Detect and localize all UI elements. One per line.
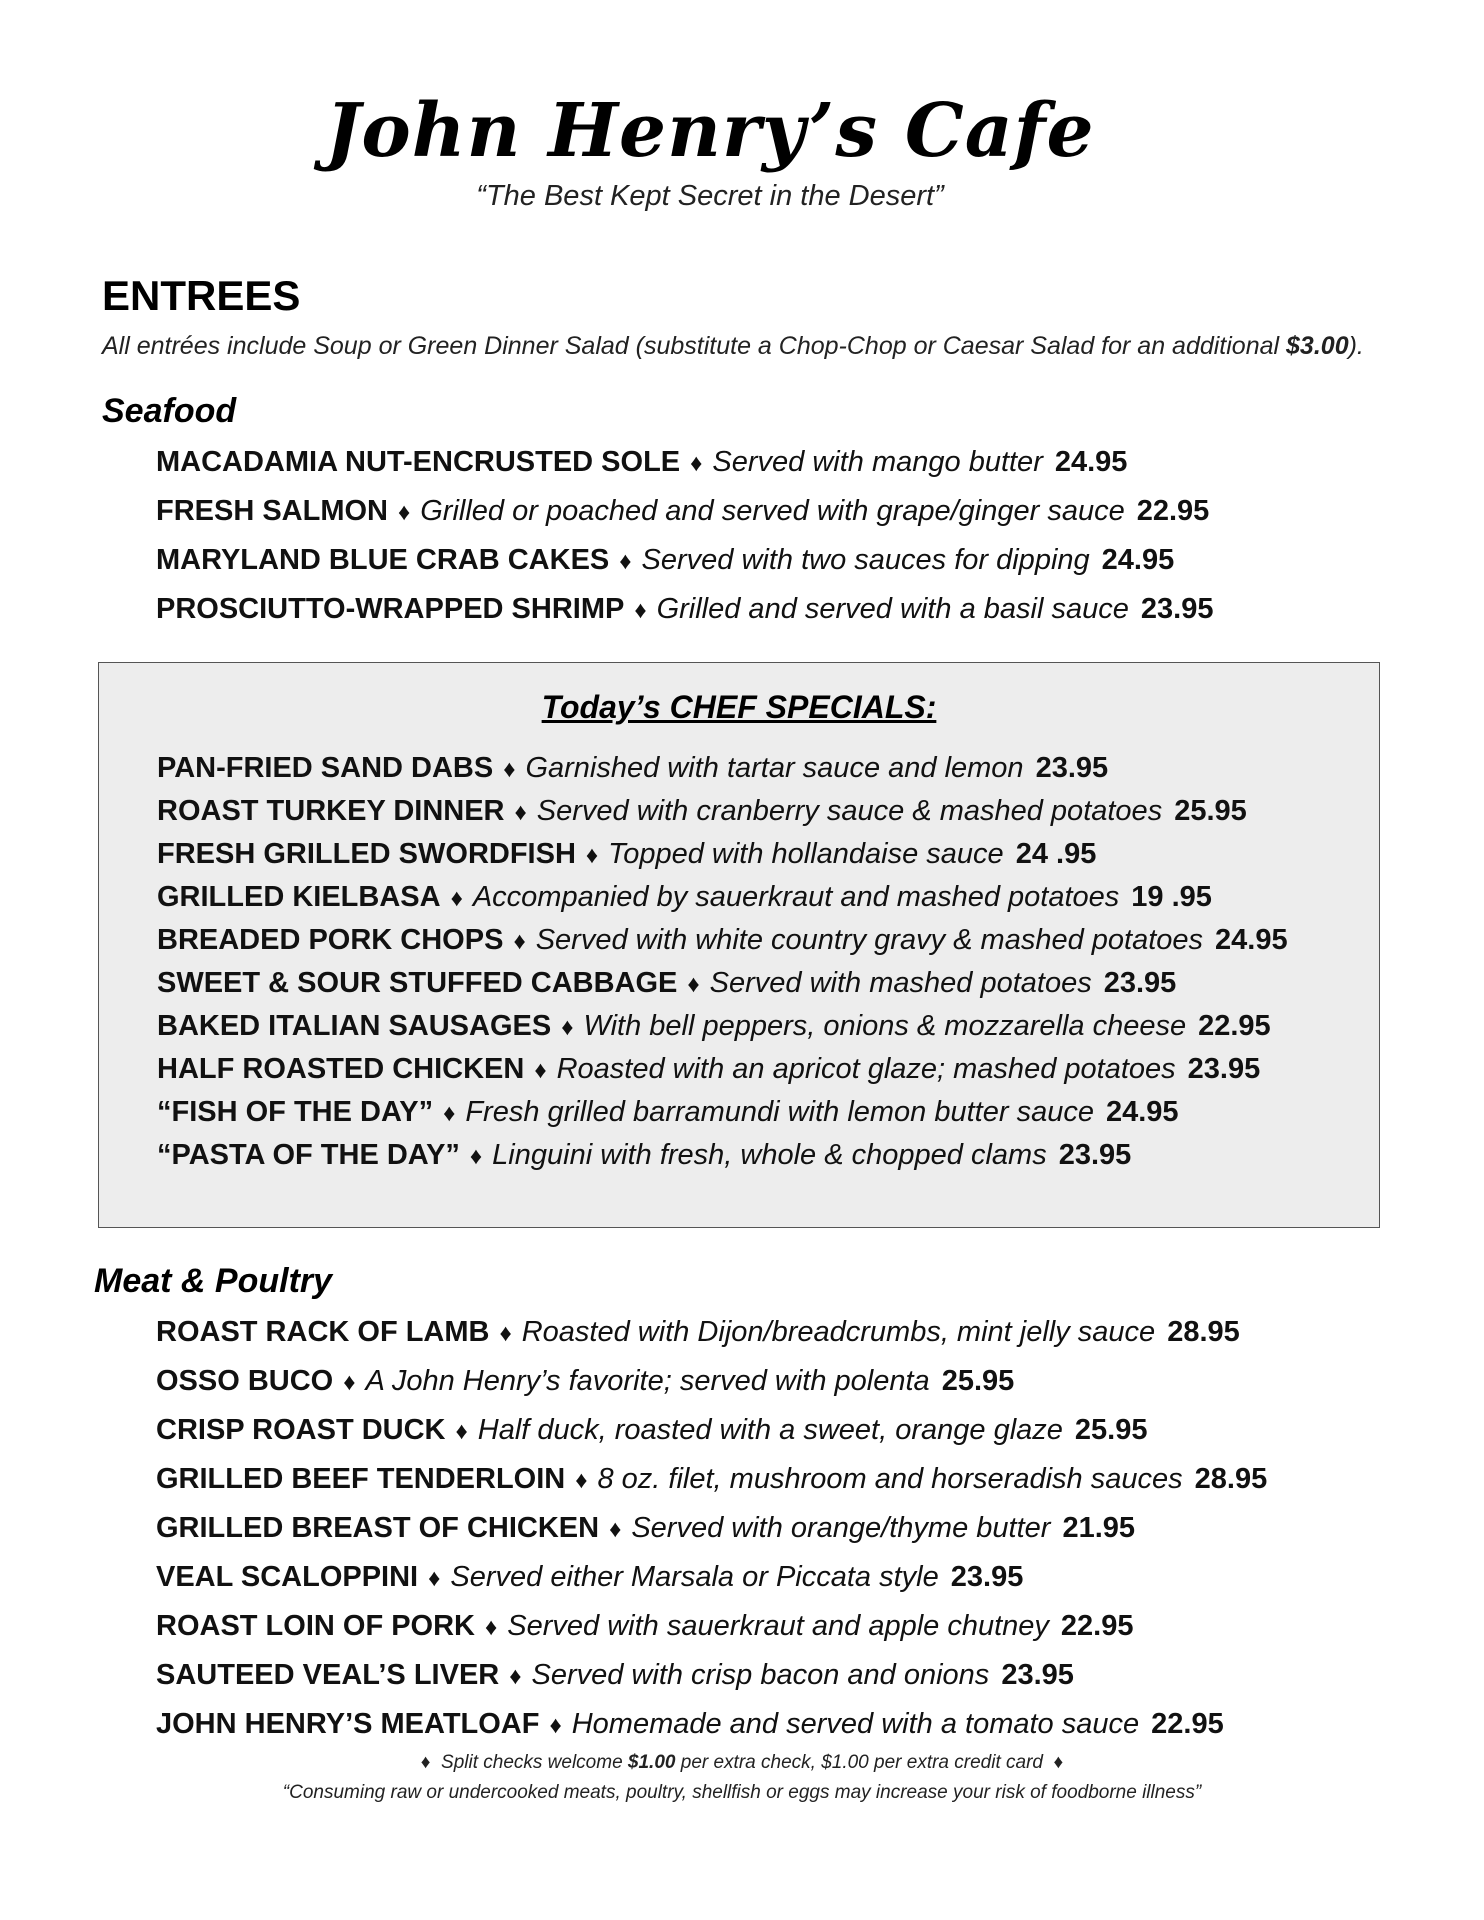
foodborne-warning: “Consuming raw or undercooked meats, poultry, shellfish or eggs may increase your risk of foodborne illness” bbox=[282, 1782, 1202, 1803]
entrees-note-price: $3.00 bbox=[1286, 332, 1349, 360]
menu-item-price: 22.95 bbox=[1060, 1610, 1134, 1642]
menu-item-price: 24.95 bbox=[1101, 544, 1175, 576]
menu-item-price: 23.95 bbox=[1103, 967, 1177, 999]
menu-item bbox=[156, 1504, 1267, 1553]
diamond-icon: ♦ bbox=[634, 597, 647, 624]
menu-item-price: 28.95 bbox=[1194, 1463, 1268, 1495]
menu-item-description: Served with two sauces for dipping bbox=[641, 544, 1090, 576]
menu-item-name: ROAST LOIN OF PORK bbox=[156, 1610, 475, 1642]
diamond-icon: ♦ bbox=[455, 1418, 468, 1445]
menu-item-price: 25.95 bbox=[1074, 1414, 1148, 1446]
diamond-icon: ♦ bbox=[503, 756, 516, 783]
meat-poultry-list bbox=[156, 1308, 1267, 1749]
seafood-heading: Seafood bbox=[102, 392, 237, 430]
menu-item-price: 25.95 bbox=[941, 1365, 1015, 1397]
menu-item-price: 24.95 bbox=[1105, 1096, 1179, 1128]
menu-item-description: With bell peppers, onions & mozzarella cheese bbox=[583, 1010, 1187, 1042]
specials-heading: Today’s CHEF SPECIALS: bbox=[541, 689, 937, 725]
menu-item-price: 22.95 bbox=[1198, 1010, 1271, 1042]
menu-item-description: Served with mashed potatoes bbox=[709, 967, 1092, 999]
menu-item-price: 19 .95 bbox=[1131, 881, 1212, 913]
menu-item-name: MACADAMIA NUT-ENCRUSTED SOLE bbox=[156, 446, 681, 478]
menu-item-description: Served with crisp bacon and onions bbox=[531, 1659, 990, 1691]
diamond-icon: ♦ bbox=[420, 1752, 431, 1773]
menu-item-price: 23.95 bbox=[1058, 1139, 1132, 1171]
diamond-icon: ♦ bbox=[687, 971, 700, 998]
menu-item-price: 23.95 bbox=[1187, 1053, 1261, 1085]
menu-item-name: VEAL SCALOPPINI bbox=[156, 1561, 419, 1593]
menu-item-description: Linguini with fresh, whole & chopped clams bbox=[492, 1139, 1047, 1171]
menu-item-name: SAUTEED VEAL’S LIVER bbox=[156, 1659, 500, 1691]
menu-item-name: MARYLAND BLUE CRAB CAKES bbox=[156, 544, 610, 576]
menu-item-description: Accompanied by sauerkraut and mashed potatoes bbox=[472, 881, 1120, 913]
diamond-icon: ♦ bbox=[428, 1565, 441, 1592]
diamond-icon: ♦ bbox=[619, 548, 632, 575]
menu-item-description: Grilled and served with a basil sauce bbox=[656, 593, 1129, 625]
diamond-icon: ♦ bbox=[499, 1320, 512, 1347]
menu-item-description: 8 oz. filet, mushroom and horseradish sauces bbox=[597, 1463, 1183, 1495]
menu-item-name: FRESH SALMON bbox=[156, 495, 388, 527]
menu-item bbox=[157, 919, 1288, 962]
menu-item-description: Served either Marsala or Piccata style bbox=[450, 1561, 939, 1593]
menu-item-name: OSSO BUCO bbox=[156, 1365, 334, 1397]
menu-item-name: ROAST TURKEY DINNER bbox=[157, 795, 505, 827]
menu-item-price: 22.95 bbox=[1151, 1708, 1224, 1740]
menu-item-description: Roasted with an apricot glaze; mashed potatoes bbox=[556, 1053, 1176, 1085]
menu-item-name: FRESH GRILLED SWORDFISH bbox=[157, 838, 576, 870]
menu-item bbox=[156, 1357, 1267, 1406]
menu-item-name: PAN-FRIED SAND DABS bbox=[157, 752, 494, 784]
diamond-icon: ♦ bbox=[575, 1467, 588, 1494]
menu-item-description: Topped with hollandaise sauce bbox=[608, 838, 1004, 870]
entrees-note bbox=[102, 332, 1462, 361]
menu-item-name: HALF ROASTED CHICKEN bbox=[157, 1053, 525, 1085]
menu-item bbox=[157, 1005, 1288, 1048]
menu-item-description: Served with white country gravy & mashed potatoes bbox=[535, 924, 1204, 956]
menu-item-name: “FISH OF THE DAY” bbox=[157, 1096, 434, 1128]
menu-item bbox=[157, 1048, 1288, 1091]
menu-item-price: 23.95 bbox=[1140, 593, 1214, 625]
menu-item-name: PROSCIUTTO-WRAPPED SHRIMP bbox=[156, 593, 625, 625]
diamond-icon: ♦ bbox=[469, 1143, 483, 1170]
entrees-note-text: All entrées include Soup or Green Dinner Salad (substitute a Chop-Chop or Caesar Salad for an additional bbox=[102, 332, 1287, 360]
menu-item-name: GRILLED BREAST OF CHICKEN bbox=[156, 1512, 600, 1544]
entrees-note-end: ). bbox=[1348, 332, 1364, 360]
diamond-icon: ♦ bbox=[690, 450, 703, 477]
menu-item-price: 24.95 bbox=[1054, 446, 1128, 478]
menu-item-price: 24 .95 bbox=[1015, 838, 1097, 870]
menu-item bbox=[156, 1700, 1267, 1749]
diamond-icon: ♦ bbox=[534, 1057, 547, 1084]
diamond-icon: ♦ bbox=[509, 1663, 522, 1690]
diamond-icon: ♦ bbox=[450, 885, 463, 912]
menu-item-price: 23.95 bbox=[950, 1561, 1024, 1593]
diamond-icon: ♦ bbox=[343, 1369, 356, 1396]
menu-item-name: SWEET & SOUR STUFFED CABBAGE bbox=[157, 967, 678, 999]
menu-item bbox=[156, 1455, 1267, 1504]
menu-item-description: Served with mango butter bbox=[712, 446, 1043, 478]
menu-item-description: Roasted with Dijon/breadcrumbs, mint jelly sauce bbox=[521, 1316, 1156, 1348]
diamond-icon: ♦ bbox=[398, 499, 411, 526]
menu-item bbox=[157, 790, 1288, 833]
entrees-heading: ENTREES bbox=[102, 272, 301, 319]
menu-item bbox=[157, 833, 1288, 876]
diamond-icon: ♦ bbox=[443, 1100, 456, 1127]
menu-item-name: GRILLED BEEF TENDERLOIN bbox=[156, 1463, 566, 1495]
menu-item-price: 23.95 bbox=[1035, 752, 1109, 784]
menu-item bbox=[156, 1308, 1267, 1357]
diamond-icon: ♦ bbox=[514, 799, 527, 826]
menu-item bbox=[156, 1651, 1267, 1700]
menu-item-description: Served with orange/thyme butter bbox=[631, 1512, 1051, 1544]
menu-item-name: “PASTA OF THE DAY” bbox=[157, 1139, 460, 1171]
menu-item bbox=[156, 585, 1213, 634]
menu-item-description: A John Henry’s favorite; served with polenta bbox=[365, 1365, 930, 1397]
split-note-text: Split checks welcome bbox=[441, 1752, 628, 1773]
menu-item-name: GRILLED KIELBASA bbox=[157, 881, 441, 913]
menu-item bbox=[156, 1602, 1267, 1651]
menu-item-price: 28.95 bbox=[1167, 1316, 1240, 1348]
split-note-price: $1.00 bbox=[627, 1752, 676, 1773]
menu-item bbox=[156, 1406, 1267, 1455]
split-checks-note bbox=[0, 1752, 1484, 1774]
menu-item-description: Served with cranberry sauce & mashed potatoes bbox=[536, 795, 1163, 827]
cafe-title: John Henry’s Cafe bbox=[325, 88, 1095, 174]
chef-specials-box bbox=[98, 662, 1380, 1228]
cafe-tagline: “The Best Kept Secret in the Desert” bbox=[476, 180, 944, 212]
meat-poultry-heading: Meat & Poultry bbox=[94, 1262, 333, 1300]
menu-item-description: Garnished with tartar sauce and lemon bbox=[525, 752, 1024, 784]
menu-item-description: Half duck, roasted with a sweet, orange glaze bbox=[477, 1414, 1063, 1446]
menu-item bbox=[156, 536, 1213, 585]
menu-item-price: 21.95 bbox=[1062, 1512, 1136, 1544]
menu-item-description: Fresh grilled barramundi with lemon butter sauce bbox=[465, 1096, 1094, 1128]
menu-item bbox=[157, 1134, 1288, 1177]
menu-item-name: BREADED PORK CHOPS bbox=[157, 924, 504, 956]
menu-item-price: 25.95 bbox=[1174, 795, 1247, 827]
diamond-icon: ♦ bbox=[549, 1712, 562, 1739]
menu-item-description: Homemade and served with a tomato sauce bbox=[571, 1708, 1140, 1740]
menu-item-price: 24.95 bbox=[1215, 924, 1288, 956]
menu-item-price: 22.95 bbox=[1136, 495, 1210, 527]
seafood-list bbox=[156, 438, 1213, 634]
menu-item-name: CRISP ROAST DUCK bbox=[156, 1414, 446, 1446]
menu-item bbox=[157, 962, 1288, 1005]
menu-item-description: Grilled or poached and served with grape/ginger sauce bbox=[420, 495, 1125, 527]
diamond-icon: ♦ bbox=[609, 1516, 622, 1543]
menu-item-description: Served with sauerkraut and apple chutney bbox=[507, 1610, 1049, 1642]
menu-item bbox=[156, 438, 1213, 487]
menu-item bbox=[157, 876, 1288, 919]
menu-item bbox=[156, 1553, 1267, 1602]
diamond-icon: ♦ bbox=[585, 842, 599, 869]
menu-item bbox=[157, 747, 1288, 790]
menu-item bbox=[157, 1091, 1288, 1134]
diamond-icon: ♦ bbox=[561, 1014, 574, 1041]
split-note-text-end: per extra check, $1.00 per extra credit card bbox=[675, 1752, 1043, 1773]
menu-item-name: ROAST RACK OF LAMB bbox=[156, 1316, 490, 1348]
specials-list bbox=[157, 747, 1288, 1177]
diamond-icon: ♦ bbox=[513, 928, 526, 955]
diamond-icon: ♦ bbox=[485, 1614, 498, 1641]
menu-item-name: BAKED ITALIAN SAUSAGES bbox=[157, 1010, 552, 1042]
menu-item-price: 23.95 bbox=[1001, 1659, 1074, 1691]
menu-item-name: JOHN HENRY’S MEATLOAF bbox=[156, 1708, 540, 1740]
menu-item bbox=[156, 487, 1213, 536]
diamond-icon: ♦ bbox=[1053, 1752, 1064, 1773]
